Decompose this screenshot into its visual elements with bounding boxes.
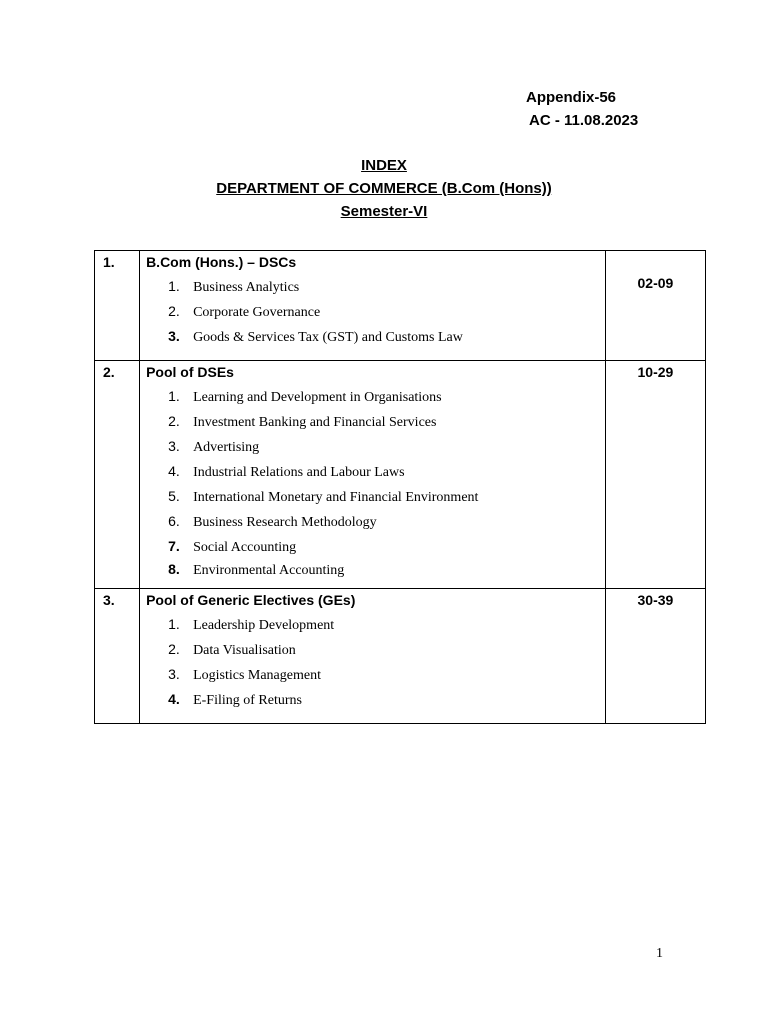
item-number: 3. [168,666,180,682]
semester-title: Semester-VI [340,203,428,220]
course-list [140,274,605,349]
list-item [168,559,605,579]
table-row [95,361,706,589]
item-title: Investment Banking and Financial Services [193,415,437,430]
section-title: Pool of Generic Electives (GEs) [146,592,356,608]
item-number: 2. [168,413,180,429]
list-item [168,534,605,559]
section-number: 3. [95,589,140,724]
item-title: Advertising [193,440,260,455]
item-number: 1. [168,388,180,404]
item-title: Leadership Development [193,618,335,633]
page-number: 1 [656,946,663,961]
item-number: 2. [168,641,180,657]
page-range-text: 30-39 [637,592,674,608]
title-block [0,154,768,223]
item-title: Data Visualisation [193,643,296,658]
index-title: INDEX [361,157,407,174]
page-range [605,361,705,589]
page-range [605,251,705,361]
section-title: Pool of DSEs [146,364,234,380]
item-title: Environmental Accounting [193,563,345,578]
item-number: 3. [168,438,180,454]
list-item [168,409,605,434]
item-number: 4. [168,463,180,479]
list-item [168,637,605,662]
item-number: 4. [168,691,180,707]
item-title: International Monetary and Financial Environment [193,490,479,505]
item-number: 7. [168,538,180,554]
item-title: Business Analytics [193,280,300,295]
page-range-text: 10-29 [637,364,674,380]
course-list [140,612,605,712]
list-item [168,324,605,349]
table-row [95,589,706,724]
list-item [168,274,605,299]
document-header [526,86,638,132]
item-number: 6. [168,513,180,529]
section-content [140,361,606,589]
page-range-text: 02-09 [637,275,674,291]
item-title: Goods & Services Tax (GST) and Customs Law [193,330,463,345]
section-content [140,589,606,724]
item-title: Logistics Management [193,668,321,683]
item-title: Learning and Development in Organisations [193,390,442,405]
item-title: Business Research Methodology [193,515,377,530]
section-title: B.Com (Hons.) – DSCs [146,254,297,270]
list-item [168,662,605,687]
item-number: 8. [168,561,180,577]
department-title: DEPARTMENT OF COMMERCE (B.Com (Hons)) [216,180,552,197]
page-range [605,589,705,724]
list-item [168,434,605,459]
item-title: Industrial Relations and Labour Laws [193,465,405,480]
list-item [168,459,605,484]
table-row [95,251,706,361]
section-number: 1. [95,251,140,361]
appendix-label: Appendix-56 [526,89,617,106]
item-number: 3. [168,328,180,344]
list-item [168,299,605,324]
list-item [168,384,605,409]
item-title: Corporate Governance [193,305,321,320]
ac-date: AC - 11.08.2023 [529,112,639,129]
item-title: E-Filing of Returns [193,693,302,708]
list-item [168,509,605,534]
item-number: 1. [168,616,180,632]
item-number: 2. [168,303,180,319]
list-item [168,484,605,509]
course-list [140,384,605,579]
list-item [168,612,605,637]
list-item [168,687,605,712]
section-content [140,251,606,361]
item-number: 5. [168,488,180,504]
section-number: 2. [95,361,140,589]
item-title: Social Accounting [193,540,297,555]
item-number: 1. [168,278,180,294]
index-table [94,250,706,724]
